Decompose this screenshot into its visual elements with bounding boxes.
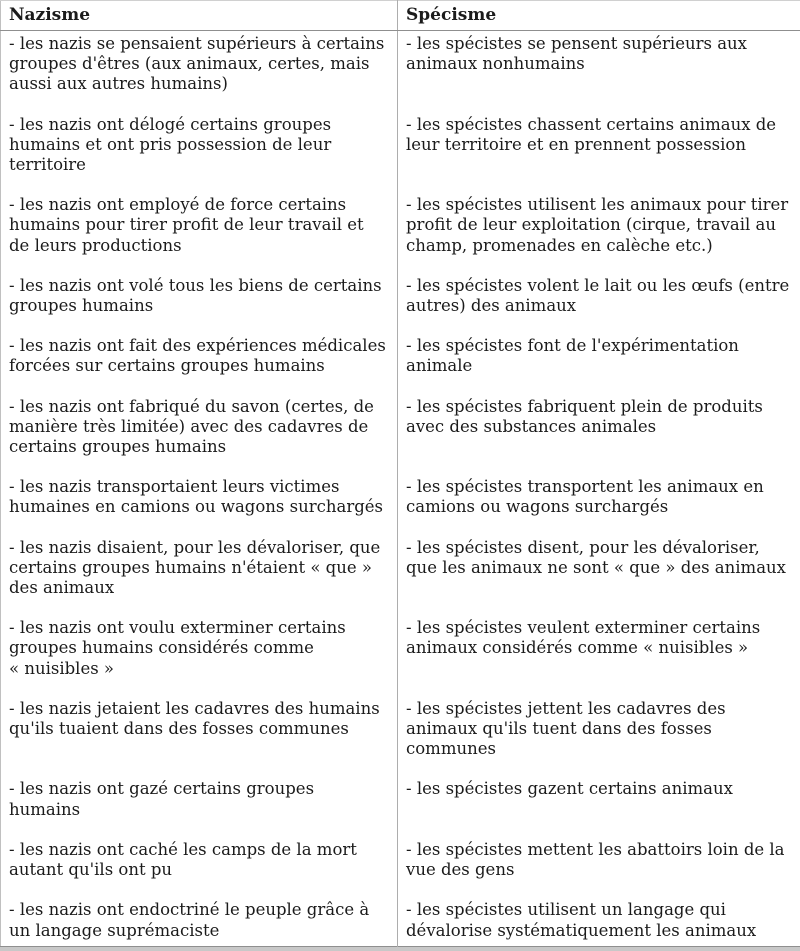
table-header bbox=[1, 1, 800, 31]
table-cell-left: - les nazis ont endoctriné le peuple grâce à un langage suprémaciste bbox=[1, 897, 398, 946]
table-cell-right: - les spécistes mettent les abattoirs loin de la vue des gens bbox=[398, 837, 800, 897]
table-row bbox=[1, 112, 800, 193]
table-cell-left: - les nazis transportaient leurs victimes humaines en camions ou wagons surchargés bbox=[1, 474, 398, 534]
table-cell-right: - les spécistes font de l'expérimentation animale bbox=[398, 333, 800, 393]
table-cell-left: - les nazis ont caché les camps de la mort autant qu'ils ont pu bbox=[1, 837, 398, 897]
table-row bbox=[1, 273, 800, 333]
table-row bbox=[1, 615, 800, 696]
table-cell-left: - les nazis ont gazé certains groupes humains bbox=[1, 776, 398, 836]
table-row bbox=[1, 474, 800, 534]
table-cell-left: - les nazis jetaient les cadavres des humains qu'ils tuaient dans des fosses communes bbox=[1, 696, 398, 777]
table-cell-right: - les spécistes transportent les animaux en camions ou wagons surchargés bbox=[398, 474, 800, 534]
table-cell-right: - les spécistes chassent certains animaux de leur territoire et en prennent possession bbox=[398, 112, 800, 193]
table-row bbox=[1, 696, 800, 777]
table-cell-left: - les nazis ont délogé certains groupes humains et ont pris possession de leur territoire bbox=[1, 112, 398, 193]
column-header-specisme: Spécisme bbox=[398, 1, 800, 31]
table-row bbox=[1, 535, 800, 616]
table-cell-left: - les nazis se pensaient supérieurs à certains groupes d'êtres (aux animaux, certes, mais aussi aux autres humains) bbox=[1, 31, 398, 112]
table-row bbox=[1, 837, 800, 897]
table-cell-left: - les nazis ont fait des expériences médicales forcées sur certains groupes humains bbox=[1, 333, 398, 393]
table-cell-right: - les spécistes utilisent un langage qui dévalorise systématiquement les animaux bbox=[398, 897, 800, 946]
table-cell-right: - les spécistes disent, pour les dévaloriser, que les animaux ne sont « que » des animaux bbox=[398, 535, 800, 616]
table-row bbox=[1, 31, 800, 112]
column-header-nazisme: Nazisme bbox=[1, 1, 398, 31]
table-cell-right: - les spécistes fabriquent plein de produits avec des substances animales bbox=[398, 394, 800, 475]
table-row bbox=[1, 776, 800, 836]
table-row bbox=[1, 394, 800, 475]
table-cell-right: - les spécistes gazent certains animaux bbox=[398, 776, 800, 836]
table-cell-right: - les spécistes veulent exterminer certains animaux considérés comme « nuisibles » bbox=[398, 615, 800, 696]
table-cell-right: - les spécistes se pensent supérieurs aux animaux nonhumains bbox=[398, 31, 800, 112]
table-cell-left: - les nazis ont volé tous les biens de certains groupes humains bbox=[1, 273, 398, 333]
bottom-strip bbox=[0, 947, 800, 951]
table-cell-left: - les nazis disaient, pour les dévaloriser, que certains groupes humains n'étaient « que » des animaux bbox=[1, 535, 398, 616]
table-row bbox=[1, 897, 800, 946]
table-body bbox=[1, 31, 800, 947]
table-cell-right: - les spécistes utilisent les animaux pour tirer profit de leur exploitation (cirque, travail au champ, promenades en calèche etc.) bbox=[398, 192, 800, 273]
table-row bbox=[1, 333, 800, 393]
table-cell-left: - les nazis ont fabriqué du savon (certes, de manière très limitée) avec des cadavres de certains groupes humains bbox=[1, 394, 398, 475]
table-cell-right: - les spécistes volent le lait ou les œufs (entre autres) des animaux bbox=[398, 273, 800, 333]
table-cell-right: - les spécistes jettent les cadavres des animaux qu'ils tuent dans des fosses communes bbox=[398, 696, 800, 777]
header-row bbox=[1, 1, 800, 31]
table-cell-left: - les nazis ont employé de force certains humains pour tirer profit de leur travail et de leurs productions bbox=[1, 192, 398, 273]
table-cell-left: - les nazis ont voulu exterminer certains groupes humains considérés comme « nuisibles » bbox=[1, 615, 398, 696]
table-row bbox=[1, 192, 800, 273]
